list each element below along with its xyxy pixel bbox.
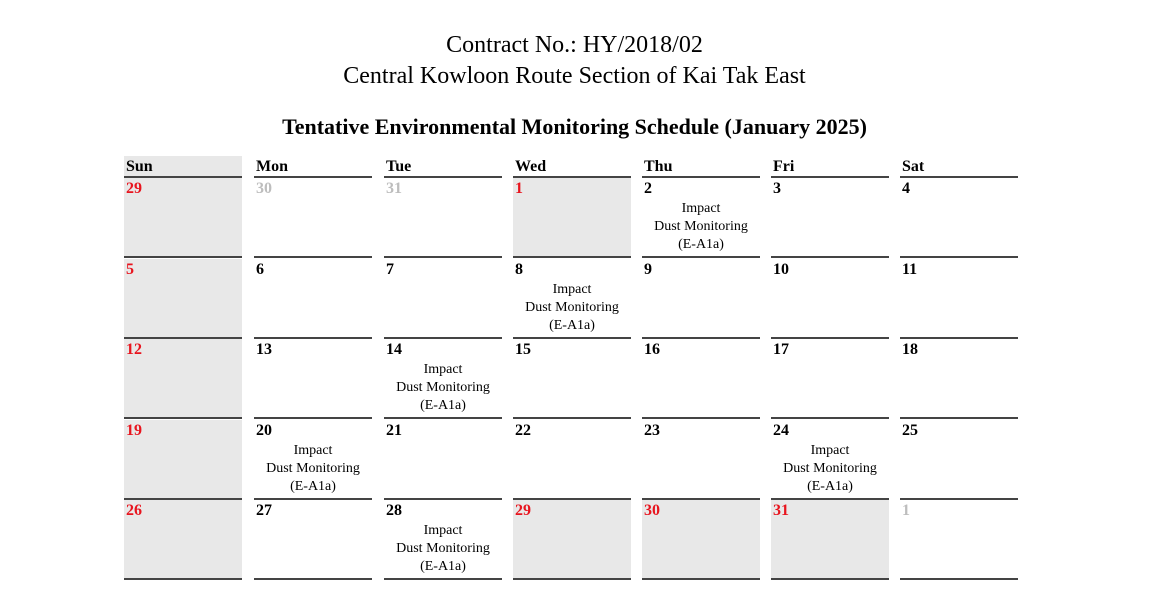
event-line: Impact: [681, 201, 721, 216]
event-line: (E-A1a): [290, 478, 336, 494]
day-number: 16: [644, 341, 660, 358]
day-cell: [771, 178, 889, 258]
event-line: (E-A1a): [678, 237, 724, 252]
day-number: 8: [515, 260, 523, 278]
day-number: 17: [773, 341, 789, 358]
weekday-tue: Tue: [384, 156, 502, 178]
monitoring-event: [642, 200, 760, 254]
day-number: 1: [902, 502, 910, 519]
weekday-header: [124, 156, 1019, 178]
event-line: Impact: [423, 362, 463, 377]
event-line: Impact: [293, 442, 333, 458]
day-cell: [642, 500, 760, 580]
day-cell: [254, 339, 372, 419]
contract-number: Contract No.: HY/2018/02: [446, 32, 703, 58]
day-number: 2: [644, 180, 652, 197]
day-number: 18: [902, 341, 918, 358]
day-cell: [900, 500, 1018, 580]
day-number: 23: [644, 421, 660, 439]
day-number: 28: [386, 502, 402, 519]
day-number: 12: [126, 341, 142, 358]
schedule-title: Tentative Environmental Monitoring Schedule (January 2025): [282, 114, 867, 139]
day-cell: [124, 339, 242, 419]
calendar-week: [124, 500, 1019, 581]
day-number: 4: [902, 180, 910, 197]
day-cell: [513, 259, 631, 339]
event-line: (E-A1a): [549, 317, 595, 333]
day-number: 3: [773, 180, 781, 197]
weekday-mon: Mon: [254, 156, 372, 178]
monitoring-event: [513, 281, 631, 335]
day-cell: [900, 178, 1018, 258]
day-cell: [124, 259, 242, 339]
day-number: 5: [126, 260, 134, 278]
day-number: 22: [515, 421, 531, 439]
day-cell: [384, 500, 502, 580]
monitoring-event: [384, 361, 502, 415]
day-number: 10: [773, 260, 789, 278]
calendar: [124, 156, 1019, 581]
day-cell: [771, 339, 889, 419]
day-number: 24: [773, 421, 789, 439]
monitoring-event: [384, 522, 502, 576]
day-cell: [384, 178, 502, 258]
weekday-wed: Wed: [513, 156, 631, 178]
day-cell: [900, 259, 1018, 339]
day-cell: [124, 178, 242, 258]
day-cell: [642, 339, 760, 419]
day-cell: [513, 178, 631, 258]
project-name: Central Kowloon Route Section of Kai Tak East: [343, 63, 806, 89]
event-line: (E-A1a): [420, 559, 466, 574]
day-cell: [642, 178, 760, 258]
day-number: 14: [386, 341, 402, 358]
day-number: 25: [902, 421, 918, 439]
day-number: 7: [386, 260, 394, 278]
day-cell: [254, 420, 372, 500]
day-number: 6: [256, 260, 264, 278]
calendar-week: [124, 178, 1019, 259]
day-cell: [254, 178, 372, 258]
event-line: (E-A1a): [807, 478, 853, 494]
day-number: 9: [644, 260, 652, 278]
event-line: Dust Monitoring: [396, 541, 490, 556]
day-number: 29: [126, 180, 142, 197]
monitoring-event: [771, 442, 889, 496]
weekday-sun: Sun: [124, 156, 242, 178]
day-cell: [254, 500, 372, 580]
monitoring-event: [254, 442, 372, 496]
day-cell: [771, 500, 889, 580]
event-line: (E-A1a): [420, 398, 466, 413]
event-line: Dust Monitoring: [525, 299, 619, 315]
day-number: 15: [515, 341, 531, 358]
calendar-week: [124, 339, 1019, 420]
event-line: Dust Monitoring: [266, 460, 360, 476]
day-number: 26: [126, 502, 142, 519]
day-cell: [124, 420, 242, 500]
day-number: 1: [515, 180, 523, 197]
day-number: 30: [644, 502, 660, 519]
day-number: 27: [256, 502, 272, 519]
weekday-thu: Thu: [642, 156, 760, 178]
day-cell: [254, 259, 372, 339]
calendar-week: [124, 259, 1019, 340]
day-cell: [384, 339, 502, 419]
weekday-sat: Sat: [900, 156, 1018, 178]
day-number: 13: [256, 341, 272, 358]
event-line: Impact: [810, 442, 850, 458]
day-cell: [513, 420, 631, 500]
event-line: Impact: [423, 523, 463, 538]
day-number: 19: [126, 421, 142, 439]
day-cell: [900, 339, 1018, 419]
day-number: 20: [256, 421, 272, 439]
day-cell: [900, 420, 1018, 500]
day-cell: [771, 420, 889, 500]
day-number: 31: [773, 502, 789, 519]
day-cell: [642, 420, 760, 500]
event-line: Dust Monitoring: [654, 219, 748, 234]
day-cell: [384, 259, 502, 339]
day-number: 31: [386, 180, 402, 197]
day-number: 11: [902, 260, 918, 278]
event-line: Dust Monitoring: [396, 380, 490, 395]
calendar-weeks: [124, 178, 1019, 581]
day-number: 30: [256, 180, 272, 197]
event-line: Dust Monitoring: [783, 460, 877, 476]
day-cell: [124, 500, 242, 580]
day-number: 29: [515, 502, 531, 519]
day-cell: [642, 259, 760, 339]
day-cell: [513, 339, 631, 419]
day-cell: [384, 420, 502, 500]
event-line: Impact: [552, 281, 592, 297]
day-number: 21: [386, 421, 402, 439]
weekday-fri: Fri: [771, 156, 889, 178]
day-cell: [513, 500, 631, 580]
calendar-week: [124, 420, 1019, 501]
day-cell: [771, 259, 889, 339]
